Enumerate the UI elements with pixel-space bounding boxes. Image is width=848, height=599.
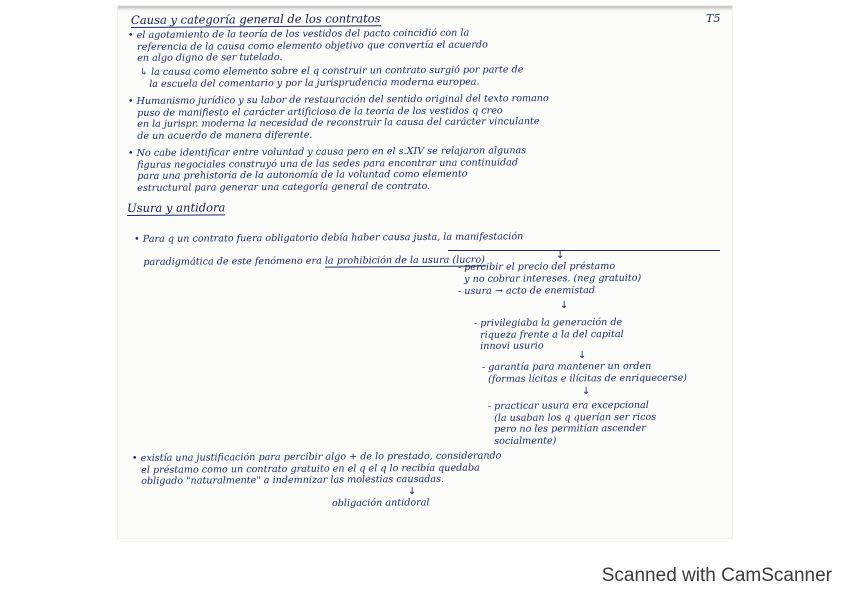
paragraph-usura-line1: • Para q un contrato fuera obligatorio debía haber causa justa, la manifestación [134,230,524,245]
paragraph-causa-sub: ↳ la causa como elemento sobre el q construir un contrato surgió por parte de la escuela del comentario y por la jurisprudencia moderna europea. [139,64,524,90]
paragraph-usura-line2: paradigmática de este fenómeno era [134,255,325,268]
arrow-down-icon: ↓ [556,250,565,261]
underline-rule [448,250,720,251]
list-item: - usura → acto de enemistad [457,285,596,297]
conclusion-text: obligación antidoral [331,497,430,509]
camscanner-watermark: Scanned with CamScanner [601,565,832,586]
page-title: Causa y categoría general de los contratos [130,11,381,27]
paragraph-justificacion: • existía una justificación para percibir algo + de lo prestado, considerando el préstamo como un contrato gratuito en el q el q lo recibía quedaba obligado "naturalmente" a indemnizar las molestias causadas. [131,450,502,487]
paragraph-causa-1: • el agotamiento de la teoría de los vestidos del pacto coincidió con la referencia de la causa como elemento objetivo que convertía el acuerdo en algo digno de ser tutelado. [127,27,488,64]
arrow-down-icon: ↓ [578,350,587,361]
paragraph-voluntad: • No cabe identificar entre voluntad y causa pero en el s.XIV se relajaron algunas figuras negociales construyó una de las sedes para encontrar una continuidad para una prehistoria de la autonomía de la voluntad como elemento estructural para generar una categoría general de contrato. [127,145,527,194]
arrow-down-icon: ↓ [560,300,569,311]
usura-prohibition-phrase: la prohibición de la usura (lucro) [324,254,485,267]
section-title-usura: Usura y antidora [126,200,226,215]
arrow-down-icon: ↓ [408,486,417,497]
paragraph-humanismo: • Humanismo jurídico y su labor de restauración del sentido original del texto romano puso de manifiesto el carácter artificioso de la teoría de los vestidos q creo en la jurispr. moderna la necesidad de reconstruir la causa del carácter vinculante de un acuerdo de manera diferente. [127,93,549,142]
list-item: - privilegiaba la generación de riqueza frente a la del capital innovi usurio [473,316,624,352]
list-item: - practicar usura era excepcional (la usaban los q querían ser ricos pero no les permitían ascender socialmente) [487,399,657,447]
arrow-down-icon: ↓ [582,386,591,397]
page-number: T5 [706,12,721,25]
list-item: - garantía para mantener un orden (formas lícitas e ilícitas de enriquecerse) [481,360,688,385]
list-item: - percibir el precio del préstamo y no cobrar intereses. (neg gratuito) [457,260,642,285]
